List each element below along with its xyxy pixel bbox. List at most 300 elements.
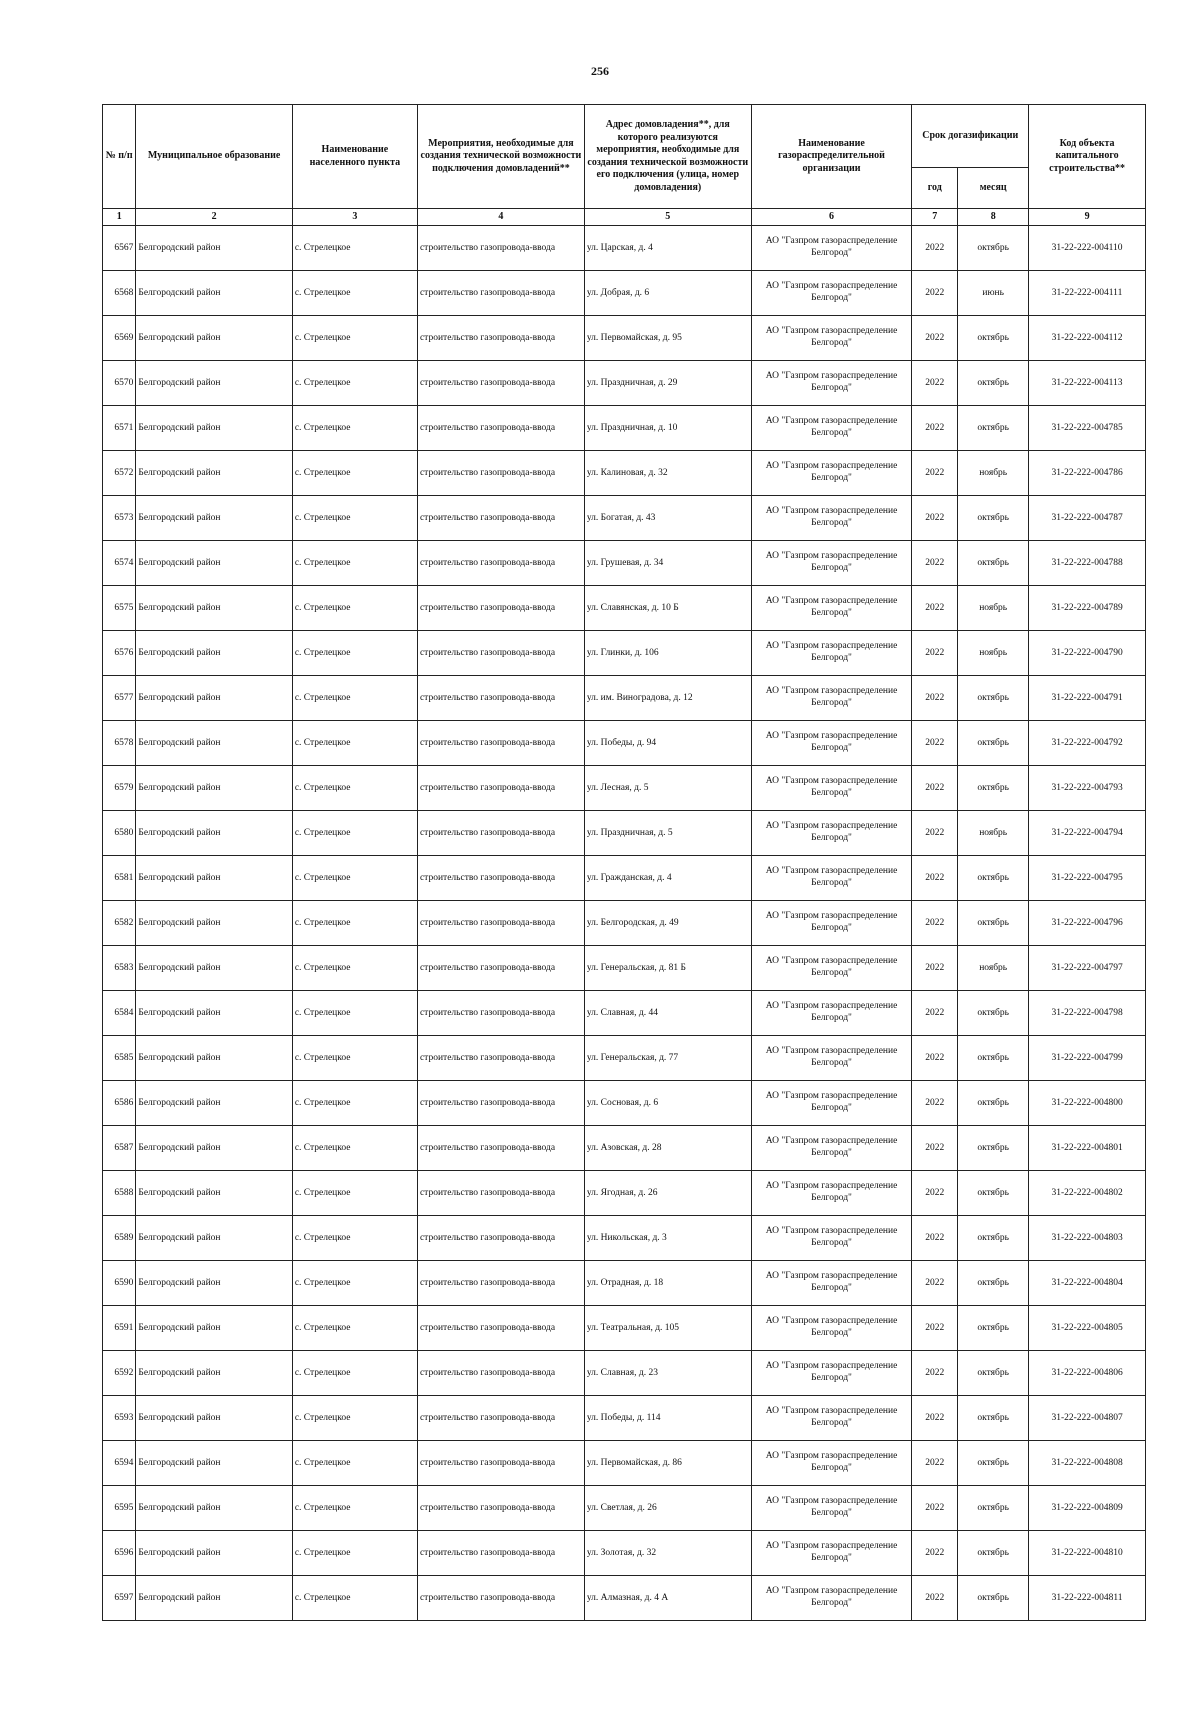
cell-organization: АО "Газпром газораспределение Белгород" bbox=[751, 856, 912, 901]
cell-year: 2022 bbox=[912, 1576, 958, 1621]
cell-year: 2022 bbox=[912, 721, 958, 766]
cell-settlement: с. Стрелецкое bbox=[292, 1306, 417, 1351]
cell-code: 31-22-222-004801 bbox=[1029, 1126, 1146, 1171]
cell-code: 31-22-222-004797 bbox=[1029, 946, 1146, 991]
cell-measure: строительство газопровода-ввода bbox=[417, 1396, 584, 1441]
cell-organization: АО "Газпром газораспределение Белгород" bbox=[751, 586, 912, 631]
cell-num: 6592 bbox=[103, 1351, 136, 1396]
cell-year: 2022 bbox=[912, 1216, 958, 1261]
cell-municipality: Белгородский район bbox=[136, 226, 292, 271]
cell-measure: строительство газопровода-ввода bbox=[417, 361, 584, 406]
cell-municipality: Белгородский район bbox=[136, 271, 292, 316]
cell-address: ул. Богатая, д. 43 bbox=[584, 496, 751, 541]
table-row bbox=[103, 946, 1146, 991]
cell-month: октябрь bbox=[958, 766, 1029, 811]
cell-year: 2022 bbox=[912, 1306, 958, 1351]
cell-address: ул. Отрадная, д. 18 bbox=[584, 1261, 751, 1306]
cell-municipality: Белгородский район bbox=[136, 1396, 292, 1441]
cell-organization: АО "Газпром газораспределение Белгород" bbox=[751, 361, 912, 406]
cell-measure: строительство газопровода-ввода bbox=[417, 586, 584, 631]
cell-code: 31-22-222-004788 bbox=[1029, 541, 1146, 586]
cell-measure: строительство газопровода-ввода bbox=[417, 406, 584, 451]
cell-measure: строительство газопровода-ввода bbox=[417, 1216, 584, 1261]
cell-address: ул. Славянская, д. 10 Б bbox=[584, 586, 751, 631]
cell-organization: АО "Газпром газораспределение Белгород" bbox=[751, 496, 912, 541]
cell-measure: строительство газопровода-ввода bbox=[417, 901, 584, 946]
cell-settlement: с. Стрелецкое bbox=[292, 811, 417, 856]
cell-address: ул. Праздничная, д. 10 bbox=[584, 406, 751, 451]
column-number: 2 bbox=[136, 209, 292, 226]
cell-code: 31-22-222-004790 bbox=[1029, 631, 1146, 676]
table-row bbox=[103, 1306, 1146, 1351]
cell-num: 6581 bbox=[103, 856, 136, 901]
cell-num: 6575 bbox=[103, 586, 136, 631]
cell-municipality: Белгородский район bbox=[136, 316, 292, 361]
cell-organization: АО "Газпром газораспределение Белгород" bbox=[751, 766, 912, 811]
cell-year: 2022 bbox=[912, 901, 958, 946]
cell-municipality: Белгородский район bbox=[136, 586, 292, 631]
cell-settlement: с. Стрелецкое bbox=[292, 1531, 417, 1576]
cell-month: октябрь bbox=[958, 1171, 1029, 1216]
cell-address: ул. Алмазная, д. 4 А bbox=[584, 1576, 751, 1621]
cell-year: 2022 bbox=[912, 1081, 958, 1126]
cell-organization: АО "Газпром газораспределение Белгород" bbox=[751, 1126, 912, 1171]
cell-organization: АО "Газпром газораспределение Белгород" bbox=[751, 946, 912, 991]
cell-address: ул. Глинки, д. 106 bbox=[584, 631, 751, 676]
header-deadline: Срок догазификации bbox=[912, 105, 1029, 168]
header-settlement: Наименование населенного пункта bbox=[292, 105, 417, 209]
cell-settlement: с. Стрелецкое bbox=[292, 1261, 417, 1306]
cell-month: ноябрь bbox=[958, 811, 1029, 856]
cell-code: 31-22-222-004792 bbox=[1029, 721, 1146, 766]
cell-month: октябрь bbox=[958, 1486, 1029, 1531]
cell-num: 6577 bbox=[103, 676, 136, 721]
cell-code: 31-22-222-004810 bbox=[1029, 1531, 1146, 1576]
cell-month: октябрь bbox=[958, 226, 1029, 271]
column-number: 1 bbox=[103, 209, 136, 226]
cell-code: 31-22-222-004811 bbox=[1029, 1576, 1146, 1621]
cell-address: ул. Гражданская, д. 4 bbox=[584, 856, 751, 901]
cell-settlement: с. Стрелецкое bbox=[292, 541, 417, 586]
cell-settlement: с. Стрелецкое bbox=[292, 361, 417, 406]
cell-measure: строительство газопровода-ввода bbox=[417, 271, 584, 316]
cell-month: октябрь bbox=[958, 541, 1029, 586]
cell-organization: АО "Газпром газораспределение Белгород" bbox=[751, 1486, 912, 1531]
cell-municipality: Белгородский район bbox=[136, 1036, 292, 1081]
cell-code: 31-22-222-004796 bbox=[1029, 901, 1146, 946]
cell-settlement: с. Стрелецкое bbox=[292, 226, 417, 271]
gasification-table bbox=[102, 104, 1146, 1621]
column-number: 7 bbox=[912, 209, 958, 226]
cell-num: 6594 bbox=[103, 1441, 136, 1486]
cell-municipality: Белгородский район bbox=[136, 1171, 292, 1216]
cell-address: ул. Лесная, д. 5 bbox=[584, 766, 751, 811]
cell-settlement: с. Стрелецкое bbox=[292, 1036, 417, 1081]
table-row bbox=[103, 1171, 1146, 1216]
cell-settlement: с. Стрелецкое bbox=[292, 1576, 417, 1621]
cell-measure: строительство газопровода-ввода bbox=[417, 1171, 584, 1216]
cell-month: октябрь bbox=[958, 1261, 1029, 1306]
cell-month: ноябрь bbox=[958, 451, 1029, 496]
cell-month: октябрь bbox=[958, 406, 1029, 451]
cell-num: 6572 bbox=[103, 451, 136, 496]
header-measures: Мероприятия, необходимые для создания технической возможности подключения домовладений** bbox=[417, 105, 584, 209]
cell-num: 6591 bbox=[103, 1306, 136, 1351]
cell-settlement: с. Стрелецкое bbox=[292, 1441, 417, 1486]
cell-settlement: с. Стрелецкое bbox=[292, 1081, 417, 1126]
cell-month: октябрь bbox=[958, 901, 1029, 946]
table-row bbox=[103, 1576, 1146, 1621]
cell-month: октябрь bbox=[958, 1126, 1029, 1171]
cell-num: 6593 bbox=[103, 1396, 136, 1441]
cell-measure: строительство газопровода-ввода bbox=[417, 856, 584, 901]
cell-measure: строительство газопровода-ввода bbox=[417, 1441, 584, 1486]
cell-settlement: с. Стрелецкое bbox=[292, 1351, 417, 1396]
cell-organization: АО "Газпром газораспределение Белгород" bbox=[751, 1036, 912, 1081]
cell-organization: АО "Газпром газораспределение Белгород" bbox=[751, 1306, 912, 1351]
cell-municipality: Белгородский район bbox=[136, 856, 292, 901]
cell-measure: строительство газопровода-ввода bbox=[417, 316, 584, 361]
cell-address: ул. Первомайская, д. 86 bbox=[584, 1441, 751, 1486]
cell-code: 31-22-222-004809 bbox=[1029, 1486, 1146, 1531]
table-row bbox=[103, 901, 1146, 946]
cell-address: ул. Ягодная, д. 26 bbox=[584, 1171, 751, 1216]
cell-municipality: Белгородский район bbox=[136, 1441, 292, 1486]
cell-address: ул. Царская, д. 4 bbox=[584, 226, 751, 271]
cell-num: 6589 bbox=[103, 1216, 136, 1261]
table-row bbox=[103, 361, 1146, 406]
cell-month: октябрь bbox=[958, 721, 1029, 766]
cell-organization: АО "Газпром газораспределение Белгород" bbox=[751, 1576, 912, 1621]
header-address: Адрес домовладения**, для которого реализуются мероприятия, необходимые для создания технической возможности его подключения (улица, номер домовладения) bbox=[584, 105, 751, 209]
cell-municipality: Белгородский район bbox=[136, 1306, 292, 1351]
cell-year: 2022 bbox=[912, 316, 958, 361]
cell-month: октябрь bbox=[958, 1441, 1029, 1486]
cell-settlement: с. Стрелецкое bbox=[292, 1216, 417, 1261]
cell-year: 2022 bbox=[912, 856, 958, 901]
cell-num: 6590 bbox=[103, 1261, 136, 1306]
cell-year: 2022 bbox=[912, 1261, 958, 1306]
cell-address: ул. Азовская, д. 28 bbox=[584, 1126, 751, 1171]
page-number: 256 bbox=[591, 64, 609, 78]
cell-municipality: Белгородский район bbox=[136, 901, 292, 946]
cell-organization: АО "Газпром газораспределение Белгород" bbox=[751, 1261, 912, 1306]
table-row bbox=[103, 1486, 1146, 1531]
cell-month: октябрь bbox=[958, 676, 1029, 721]
cell-municipality: Белгородский район bbox=[136, 1351, 292, 1396]
cell-num: 6583 bbox=[103, 946, 136, 991]
cell-measure: строительство газопровода-ввода bbox=[417, 496, 584, 541]
cell-month: октябрь bbox=[958, 1306, 1029, 1351]
cell-num: 6576 bbox=[103, 631, 136, 676]
cell-month: октябрь bbox=[958, 361, 1029, 406]
cell-num: 6570 bbox=[103, 361, 136, 406]
cell-num: 6582 bbox=[103, 901, 136, 946]
cell-settlement: с. Стрелецкое bbox=[292, 1171, 417, 1216]
cell-organization: АО "Газпром газораспределение Белгород" bbox=[751, 901, 912, 946]
cell-month: октябрь bbox=[958, 1576, 1029, 1621]
cell-code: 31-22-222-004806 bbox=[1029, 1351, 1146, 1396]
cell-settlement: с. Стрелецкое bbox=[292, 766, 417, 811]
cell-year: 2022 bbox=[912, 676, 958, 721]
header-code: Код объекта капитального строительства** bbox=[1029, 105, 1146, 209]
header-num: № п/п bbox=[103, 105, 136, 209]
cell-month: октябрь bbox=[958, 316, 1029, 361]
cell-municipality: Белгородский район bbox=[136, 1576, 292, 1621]
table-row bbox=[103, 811, 1146, 856]
cell-year: 2022 bbox=[912, 361, 958, 406]
cell-code: 31-22-222-004803 bbox=[1029, 1216, 1146, 1261]
table-row bbox=[103, 541, 1146, 586]
cell-measure: строительство газопровода-ввода bbox=[417, 946, 584, 991]
cell-address: ул. Победы, д. 94 bbox=[584, 721, 751, 766]
cell-municipality: Белгородский район bbox=[136, 451, 292, 496]
cell-month: октябрь bbox=[958, 1396, 1029, 1441]
cell-municipality: Белгородский район bbox=[136, 1126, 292, 1171]
cell-month: июнь bbox=[958, 271, 1029, 316]
cell-num: 6586 bbox=[103, 1081, 136, 1126]
cell-measure: строительство газопровода-ввода bbox=[417, 811, 584, 856]
cell-measure: строительство газопровода-ввода bbox=[417, 451, 584, 496]
cell-measure: строительство газопровода-ввода bbox=[417, 1081, 584, 1126]
cell-code: 31-22-222-004785 bbox=[1029, 406, 1146, 451]
cell-measure: строительство газопровода-ввода bbox=[417, 1036, 584, 1081]
table-row bbox=[103, 676, 1146, 721]
cell-measure: строительство газопровода-ввода bbox=[417, 226, 584, 271]
column-number: 5 bbox=[584, 209, 751, 226]
cell-code: 31-22-222-004804 bbox=[1029, 1261, 1146, 1306]
cell-code: 31-22-222-004807 bbox=[1029, 1396, 1146, 1441]
cell-municipality: Белгородский район bbox=[136, 541, 292, 586]
cell-address: ул. Калиновая, д. 32 bbox=[584, 451, 751, 496]
cell-year: 2022 bbox=[912, 1441, 958, 1486]
cell-municipality: Белгородский район bbox=[136, 1261, 292, 1306]
table-row bbox=[103, 766, 1146, 811]
cell-organization: АО "Газпром газораспределение Белгород" bbox=[751, 1351, 912, 1396]
column-number: 4 bbox=[417, 209, 584, 226]
table-row bbox=[103, 1351, 1146, 1396]
cell-year: 2022 bbox=[912, 631, 958, 676]
column-number: 9 bbox=[1029, 209, 1146, 226]
table-row bbox=[103, 1081, 1146, 1126]
cell-month: октябрь bbox=[958, 1351, 1029, 1396]
cell-month: октябрь bbox=[958, 1081, 1029, 1126]
cell-measure: строительство газопровода-ввода bbox=[417, 1261, 584, 1306]
cell-address: ул. Праздничная, д. 5 bbox=[584, 811, 751, 856]
table-row bbox=[103, 991, 1146, 1036]
cell-municipality: Белгородский район bbox=[136, 496, 292, 541]
table-row bbox=[103, 1531, 1146, 1576]
table-row bbox=[103, 451, 1146, 496]
table-row bbox=[103, 1261, 1146, 1306]
cell-organization: АО "Газпром газораспределение Белгород" bbox=[751, 1396, 912, 1441]
cell-municipality: Белгородский район bbox=[136, 991, 292, 1036]
cell-settlement: с. Стрелецкое bbox=[292, 451, 417, 496]
cell-organization: АО "Газпром газораспределение Белгород" bbox=[751, 991, 912, 1036]
column-number: 8 bbox=[958, 209, 1029, 226]
cell-code: 31-22-222-004794 bbox=[1029, 811, 1146, 856]
cell-measure: строительство газопровода-ввода bbox=[417, 541, 584, 586]
cell-num: 6587 bbox=[103, 1126, 136, 1171]
cell-year: 2022 bbox=[912, 1396, 958, 1441]
table-row bbox=[103, 406, 1146, 451]
cell-settlement: с. Стрелецкое bbox=[292, 991, 417, 1036]
cell-municipality: Белгородский район bbox=[136, 1486, 292, 1531]
cell-num: 6596 bbox=[103, 1531, 136, 1576]
cell-municipality: Белгородский район bbox=[136, 631, 292, 676]
cell-num: 6574 bbox=[103, 541, 136, 586]
cell-year: 2022 bbox=[912, 766, 958, 811]
cell-settlement: с. Стрелецкое bbox=[292, 496, 417, 541]
header-month: месяц bbox=[958, 168, 1029, 209]
cell-address: ул. Победы, д. 114 bbox=[584, 1396, 751, 1441]
cell-organization: АО "Газпром газораспределение Белгород" bbox=[751, 316, 912, 361]
table-row bbox=[103, 721, 1146, 766]
cell-year: 2022 bbox=[912, 1036, 958, 1081]
cell-month: октябрь bbox=[958, 1531, 1029, 1576]
cell-year: 2022 bbox=[912, 1486, 958, 1531]
cell-address: ул. Светлая, д. 26 bbox=[584, 1486, 751, 1531]
table-row bbox=[103, 226, 1146, 271]
cell-organization: АО "Газпром газораспределение Белгород" bbox=[751, 406, 912, 451]
cell-organization: АО "Газпром газораспределение Белгород" bbox=[751, 1531, 912, 1576]
cell-settlement: с. Стрелецкое bbox=[292, 1486, 417, 1531]
cell-municipality: Белгородский район bbox=[136, 766, 292, 811]
cell-num: 6597 bbox=[103, 1576, 136, 1621]
cell-code: 31-22-222-004110 bbox=[1029, 226, 1146, 271]
header-municipality: Муниципальное образование bbox=[136, 105, 292, 209]
cell-month: ноябрь bbox=[958, 586, 1029, 631]
cell-settlement: с. Стрелецкое bbox=[292, 1396, 417, 1441]
table-body bbox=[103, 226, 1146, 1621]
cell-month: ноябрь bbox=[958, 946, 1029, 991]
column-number: 3 bbox=[292, 209, 417, 226]
cell-organization: АО "Газпром газораспределение Белгород" bbox=[751, 226, 912, 271]
cell-address: ул. Белгородская, д. 49 bbox=[584, 901, 751, 946]
cell-measure: строительство газопровода-ввода bbox=[417, 1486, 584, 1531]
cell-year: 2022 bbox=[912, 1531, 958, 1576]
cell-code: 31-22-222-004805 bbox=[1029, 1306, 1146, 1351]
cell-year: 2022 bbox=[912, 541, 958, 586]
cell-month: октябрь bbox=[958, 856, 1029, 901]
cell-address: ул. им. Виноградова, д. 12 bbox=[584, 676, 751, 721]
cell-municipality: Белгородский район bbox=[136, 721, 292, 766]
cell-settlement: с. Стрелецкое bbox=[292, 721, 417, 766]
cell-code: 31-22-222-004791 bbox=[1029, 676, 1146, 721]
table-row bbox=[103, 631, 1146, 676]
cell-municipality: Белгородский район bbox=[136, 811, 292, 856]
cell-year: 2022 bbox=[912, 406, 958, 451]
cell-address: ул. Грушевая, д. 34 bbox=[584, 541, 751, 586]
cell-code: 31-22-222-004795 bbox=[1029, 856, 1146, 901]
cell-settlement: с. Стрелецкое bbox=[292, 856, 417, 901]
table-row bbox=[103, 496, 1146, 541]
cell-code: 31-22-222-004787 bbox=[1029, 496, 1146, 541]
cell-municipality: Белгородский район bbox=[136, 1216, 292, 1261]
cell-month: октябрь bbox=[958, 496, 1029, 541]
cell-measure: строительство газопровода-ввода bbox=[417, 991, 584, 1036]
cell-year: 2022 bbox=[912, 1126, 958, 1171]
cell-code: 31-22-222-004793 bbox=[1029, 766, 1146, 811]
cell-municipality: Белгородский район bbox=[136, 361, 292, 406]
cell-municipality: Белгородский район bbox=[136, 946, 292, 991]
cell-organization: АО "Газпром газораспределение Белгород" bbox=[751, 271, 912, 316]
cell-address: ул. Первомайская, д. 95 bbox=[584, 316, 751, 361]
cell-year: 2022 bbox=[912, 586, 958, 631]
cell-measure: строительство газопровода-ввода bbox=[417, 1351, 584, 1396]
cell-month: октябрь bbox=[958, 991, 1029, 1036]
cell-settlement: с. Стрелецкое bbox=[292, 406, 417, 451]
cell-year: 2022 bbox=[912, 496, 958, 541]
cell-year: 2022 bbox=[912, 1171, 958, 1216]
cell-address: ул. Славная, д. 23 bbox=[584, 1351, 751, 1396]
cell-municipality: Белгородский район bbox=[136, 1081, 292, 1126]
cell-settlement: с. Стрелецкое bbox=[292, 676, 417, 721]
cell-measure: строительство газопровода-ввода bbox=[417, 631, 584, 676]
cell-num: 6569 bbox=[103, 316, 136, 361]
cell-address: ул. Театральная, д. 105 bbox=[584, 1306, 751, 1351]
column-number: 6 bbox=[751, 209, 912, 226]
cell-address: ул. Никольская, д. 3 bbox=[584, 1216, 751, 1261]
cell-code: 31-22-222-004786 bbox=[1029, 451, 1146, 496]
cell-address: ул. Славная, д. 44 bbox=[584, 991, 751, 1036]
cell-settlement: с. Стрелецкое bbox=[292, 1126, 417, 1171]
cell-code: 31-22-222-004113 bbox=[1029, 361, 1146, 406]
cell-num: 6585 bbox=[103, 1036, 136, 1081]
cell-measure: строительство газопровода-ввода bbox=[417, 1576, 584, 1621]
table-header bbox=[103, 105, 1146, 226]
cell-year: 2022 bbox=[912, 226, 958, 271]
cell-address: ул. Золотая, д. 32 bbox=[584, 1531, 751, 1576]
cell-code: 31-22-222-004111 bbox=[1029, 271, 1146, 316]
cell-organization: АО "Газпром газораспределение Белгород" bbox=[751, 631, 912, 676]
cell-municipality: Белгородский район bbox=[136, 676, 292, 721]
column-number-row bbox=[103, 209, 1146, 226]
cell-organization: АО "Газпром газораспределение Белгород" bbox=[751, 1171, 912, 1216]
cell-num: 6584 bbox=[103, 991, 136, 1036]
cell-year: 2022 bbox=[912, 811, 958, 856]
cell-settlement: с. Стрелецкое bbox=[292, 631, 417, 676]
cell-year: 2022 bbox=[912, 991, 958, 1036]
cell-code: 31-22-222-004808 bbox=[1029, 1441, 1146, 1486]
cell-settlement: с. Стрелецкое bbox=[292, 901, 417, 946]
cell-measure: строительство газопровода-ввода bbox=[417, 766, 584, 811]
cell-num: 6567 bbox=[103, 226, 136, 271]
cell-num: 6580 bbox=[103, 811, 136, 856]
cell-organization: АО "Газпром газораспределение Белгород" bbox=[751, 721, 912, 766]
cell-year: 2022 bbox=[912, 271, 958, 316]
cell-organization: АО "Газпром газораспределение Белгород" bbox=[751, 1216, 912, 1261]
cell-settlement: с. Стрелецкое bbox=[292, 316, 417, 361]
cell-address: ул. Добрая, д. 6 bbox=[584, 271, 751, 316]
table-row bbox=[103, 316, 1146, 361]
table-row bbox=[103, 856, 1146, 901]
cell-organization: АО "Газпром газораспределение Белгород" bbox=[751, 541, 912, 586]
cell-num: 6568 bbox=[103, 271, 136, 316]
cell-organization: АО "Газпром газораспределение Белгород" bbox=[751, 1441, 912, 1486]
table-row bbox=[103, 1126, 1146, 1171]
cell-measure: строительство газопровода-ввода bbox=[417, 1531, 584, 1576]
table-row bbox=[103, 1396, 1146, 1441]
cell-settlement: с. Стрелецкое bbox=[292, 586, 417, 631]
cell-num: 6578 bbox=[103, 721, 136, 766]
cell-code: 31-22-222-004799 bbox=[1029, 1036, 1146, 1081]
table-row bbox=[103, 586, 1146, 631]
cell-num: 6573 bbox=[103, 496, 136, 541]
cell-code: 31-22-222-004802 bbox=[1029, 1171, 1146, 1216]
cell-code: 31-22-222-004800 bbox=[1029, 1081, 1146, 1126]
cell-address: ул. Праздничная, д. 29 bbox=[584, 361, 751, 406]
